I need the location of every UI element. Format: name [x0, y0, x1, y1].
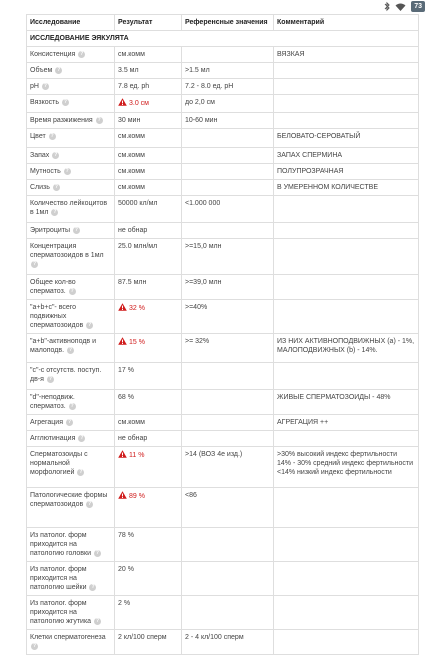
warning-icon: [118, 100, 129, 107]
table-row: [27, 47, 419, 63]
reference-cell: >=15,0 млн: [182, 239, 274, 275]
test-name: Количество лейкоцитов в 1мл: [30, 200, 108, 216]
results-table: [26, 14, 419, 655]
result-cell: [115, 562, 182, 596]
reference-cell: [182, 164, 274, 180]
table-row: [27, 630, 419, 655]
help-icon[interactable]: ?: [96, 617, 100, 624]
help-icon[interactable]: ?: [32, 260, 37, 267]
help-icon[interactable]: ?: [70, 402, 74, 409]
result-cell: [115, 95, 182, 113]
table-row: [27, 95, 419, 113]
table-row: [27, 334, 419, 363]
header-result: Результат: [115, 15, 182, 31]
test-name-cell: [27, 95, 115, 113]
reference-cell: [182, 129, 274, 148]
test-name-cell: [27, 528, 115, 562]
test-name: Из патолог. форм приходится на патологию жгутика: [30, 600, 92, 625]
reference-cell: >= 32%: [182, 334, 274, 363]
warning-icon: [118, 339, 129, 346]
help-icon[interactable]: ?: [53, 208, 57, 215]
test-name: "a+b+c"- всего подвижных сперматозоидов: [30, 304, 84, 329]
help-icon[interactable]: ?: [65, 167, 69, 174]
result-cell: [115, 223, 182, 239]
result-cell: [115, 390, 182, 415]
result-value: не обнар: [118, 227, 148, 234]
result-value: не обнар: [118, 435, 148, 442]
test-name: Вязкость: [30, 99, 59, 106]
comment-cell: ИЗ НИХ АКТИВНОПОДВИЖНЫХ (а) - 1%, МАЛОПОДВИЖНЫХ (b) - 14%.: [274, 334, 419, 363]
test-name-cell: [27, 415, 115, 431]
test-name: Из патолог. форм приходится на патологию шейки: [30, 566, 87, 591]
result-value: 87.5 млн: [118, 279, 147, 286]
result-cell: [115, 363, 182, 390]
result-cell: [115, 148, 182, 164]
test-name-cell: [27, 148, 115, 164]
result-cell: [115, 528, 182, 562]
test-name-cell: [27, 239, 115, 275]
comment-cell: [274, 488, 419, 528]
help-icon[interactable]: ?: [54, 151, 58, 158]
test-name: Мутность: [30, 168, 61, 175]
test-name: Концентрация сперматозоидов в 1мл: [30, 243, 104, 259]
result-value: 32 %: [129, 305, 145, 312]
result-cell: [115, 113, 182, 129]
comment-cell: ВЯЗКАЯ: [274, 47, 419, 63]
reference-cell: >=39,0 млн: [182, 275, 274, 300]
result-cell: [115, 239, 182, 275]
test-name-cell: [27, 164, 115, 180]
reference-cell: [182, 180, 274, 196]
warning-icon: [118, 305, 129, 312]
help-icon[interactable]: ?: [48, 375, 52, 382]
header-reference: Референсные значения: [182, 15, 274, 31]
comment-cell: [274, 275, 419, 300]
test-name-cell: [27, 180, 115, 196]
table-row: [27, 164, 419, 180]
result-value: см.комм: [118, 184, 145, 191]
test-name-cell: [27, 596, 115, 630]
test-name: Запах: [30, 152, 50, 159]
help-icon[interactable]: ?: [70, 287, 74, 294]
test-name-cell: [27, 431, 115, 447]
result-cell: [115, 300, 182, 334]
table-row: [27, 562, 419, 596]
test-name: Из патолог. форм приходится на патологию головки: [30, 532, 91, 557]
result-cell: [115, 164, 182, 180]
test-name: "a+b"-активноподв и малоподв.: [30, 338, 96, 354]
table-row: [27, 239, 419, 275]
test-name: Клетки сперматогенеза: [30, 634, 106, 641]
help-icon[interactable]: ?: [79, 468, 83, 475]
test-name: Эритроциты: [30, 227, 70, 234]
result-value: 68 %: [118, 394, 134, 401]
result-cell: [115, 180, 182, 196]
test-name-cell: [27, 63, 115, 79]
result-value: 30 мин: [118, 117, 141, 124]
help-icon[interactable]: ?: [95, 549, 99, 556]
table-row: [27, 528, 419, 562]
result-value: см.комм: [118, 51, 145, 58]
test-name-cell: [27, 300, 115, 334]
table-row: [27, 113, 419, 129]
help-icon[interactable]: ?: [88, 321, 92, 328]
comment-cell: [274, 196, 419, 223]
reference-cell: [182, 562, 274, 596]
result-cell: [115, 63, 182, 79]
result-cell: [115, 129, 182, 148]
comment-cell: БЕЛОВАТО-СЕРОВАТЫЙ: [274, 129, 419, 148]
reference-cell: [182, 390, 274, 415]
header-comment: Комментарий: [274, 15, 419, 31]
help-icon[interactable]: ?: [50, 132, 54, 139]
reference-cell: [182, 223, 274, 239]
result-value: 3.0 см: [129, 100, 149, 107]
test-name-cell: [27, 390, 115, 415]
result-cell: [115, 79, 182, 95]
reference-cell: [182, 363, 274, 390]
table-row: [27, 300, 419, 334]
test-name-cell: [27, 113, 115, 129]
help-icon[interactable]: ?: [32, 642, 37, 649]
test-name-cell: [27, 334, 115, 363]
table-row: [27, 180, 419, 196]
table-row: [27, 63, 419, 79]
help-icon[interactable]: ?: [74, 226, 78, 233]
table-row: [27, 79, 419, 95]
reference-cell: >14 (ВОЗ 4е изд.): [182, 447, 274, 488]
table-row: [27, 363, 419, 390]
table-header: [27, 15, 419, 31]
table-row: [27, 390, 419, 415]
result-value: 20 %: [118, 566, 134, 573]
result-value: 89 %: [129, 493, 145, 500]
table-row: [27, 431, 419, 447]
test-name: Агглютинация: [30, 435, 76, 442]
help-icon[interactable]: ?: [54, 183, 58, 190]
comment-cell: АГРЕГАЦИЯ ++: [274, 415, 419, 431]
table-row: [27, 223, 419, 239]
result-value: см.комм: [118, 419, 145, 426]
result-value: 25.0 млн/мл: [118, 243, 158, 250]
section-row: [27, 31, 419, 47]
help-icon[interactable]: ?: [67, 418, 71, 425]
help-icon[interactable]: ?: [43, 82, 47, 89]
table-row: [27, 415, 419, 431]
help-icon[interactable]: ?: [63, 98, 67, 105]
help-icon[interactable]: ?: [68, 346, 73, 353]
comment-cell: [274, 239, 419, 275]
table-row: [27, 447, 419, 488]
table-row: [27, 488, 419, 528]
test-name: Слизь: [30, 184, 50, 191]
result-cell: [115, 196, 182, 223]
comment-cell: [274, 562, 419, 596]
result-cell: [115, 630, 182, 655]
comment-cell: [274, 596, 419, 630]
test-name: Консистенция: [30, 51, 76, 58]
table-row: [27, 148, 419, 164]
reference-cell: <86: [182, 488, 274, 528]
reference-cell: 2 - 4 кл/100 сперм: [182, 630, 274, 655]
test-name-cell: [27, 363, 115, 390]
result-value: 15 %: [129, 339, 145, 346]
result-cell: [115, 596, 182, 630]
comment-cell: [274, 300, 419, 334]
test-name: Объем: [30, 67, 53, 74]
table-row: [27, 196, 419, 223]
comment-cell: [274, 223, 419, 239]
test-name: Цвет: [30, 133, 46, 140]
reference-cell: [182, 47, 274, 63]
result-cell: [115, 447, 182, 488]
test-name: Агрегация: [30, 419, 64, 426]
battery-indicator: 73: [411, 1, 425, 12]
result-value: 78 %: [118, 532, 134, 539]
test-name-cell: [27, 129, 115, 148]
test-name-cell: [27, 488, 115, 528]
table-row: [27, 129, 419, 148]
test-name: "c"-с отсутств. поступ. дв-я: [30, 367, 102, 383]
test-name-cell: [27, 47, 115, 63]
comment-cell: [274, 630, 419, 655]
result-cell: [115, 488, 182, 528]
test-name: Общее кол-во сперматоз.: [30, 279, 76, 295]
result-cell: [115, 431, 182, 447]
section-title: ИССЛЕДОВАНИЕ ЭЯКУЛЯТА: [27, 31, 419, 47]
bluetooth-icon: [384, 2, 390, 11]
comment-cell: В УМЕРЕННОМ КОЛИЧЕСТВЕ: [274, 180, 419, 196]
help-icon[interactable]: ?: [80, 434, 84, 441]
result-value: 7.8 ед. ph: [118, 83, 150, 90]
result-value: 50000 кл/мл: [118, 200, 158, 207]
test-name-cell: [27, 447, 115, 488]
comment-cell: [274, 363, 419, 390]
comment-cell: [274, 528, 419, 562]
test-name-cell: [27, 275, 115, 300]
warning-icon: [118, 493, 129, 500]
test-name: "d"-неподвиж. сперматоз.: [30, 394, 75, 410]
table-row: [27, 596, 419, 630]
test-name-cell: [27, 196, 115, 223]
result-cell: [115, 415, 182, 431]
reference-cell: [182, 528, 274, 562]
result-value: 2 %: [118, 600, 131, 607]
warning-icon: [118, 452, 129, 459]
test-name: pH: [30, 83, 39, 90]
test-name: Время разжижения: [30, 117, 93, 124]
reference-cell: 10-60 мин: [182, 113, 274, 129]
test-name-cell: [27, 79, 115, 95]
test-name: Сперматозоиды с нормальной морфологией: [30, 451, 88, 476]
result-value: см.комм: [118, 133, 145, 140]
comment-cell: [274, 95, 419, 113]
reference-cell: >=40%: [182, 300, 274, 334]
result-value: 17 %: [118, 367, 134, 374]
test-name-cell: [27, 562, 115, 596]
test-name-cell: [27, 630, 115, 655]
help-icon[interactable]: ?: [57, 66, 61, 73]
test-name: Патологические формы сперматозоидов: [30, 492, 108, 508]
reference-cell: >1.5 мл: [182, 63, 274, 79]
result-cell: [115, 334, 182, 363]
result-value: 11 %: [129, 452, 145, 459]
result-value: 2 кл/100 сперм: [118, 634, 167, 641]
status-bar: [0, 0, 429, 14]
reference-cell: 7.2 - 8.0 ед. pH: [182, 79, 274, 95]
comment-cell: [274, 79, 419, 95]
comment-cell: ЗАПАХ СПЕРМИНА: [274, 148, 419, 164]
result-cell: [115, 47, 182, 63]
table-row: [27, 275, 419, 300]
comment-cell: [274, 431, 419, 447]
result-value: см.комм: [118, 168, 145, 175]
comment-cell: [274, 63, 419, 79]
comment-cell: [274, 113, 419, 129]
wifi-icon: [395, 3, 406, 11]
reference-cell: до 2,0 см: [182, 95, 274, 113]
header-test: Исследование: [27, 15, 115, 31]
reference-cell: [182, 596, 274, 630]
result-cell: [115, 275, 182, 300]
help-icon[interactable]: ?: [97, 116, 101, 123]
help-icon[interactable]: ?: [88, 500, 92, 507]
comment-cell: ЖИВЫЕ СПЕРМАТОЗОИДЫ - 48%: [274, 390, 419, 415]
result-value: 3.5 мл: [118, 67, 139, 74]
help-icon[interactable]: ?: [91, 583, 95, 590]
help-icon[interactable]: ?: [80, 50, 84, 57]
reference-cell: [182, 415, 274, 431]
reference-cell: [182, 431, 274, 447]
comment-cell: >30% высокий индекс фертильности 14% - 30% средний индекс фертильности <14% низкий индекс фертильности: [274, 447, 419, 488]
reference-cell: <1.000 000: [182, 196, 274, 223]
comment-cell: ПОЛУПРОЗРАЧНАЯ: [274, 164, 419, 180]
reference-cell: [182, 148, 274, 164]
result-value: см.комм: [118, 152, 145, 159]
test-name-cell: [27, 223, 115, 239]
